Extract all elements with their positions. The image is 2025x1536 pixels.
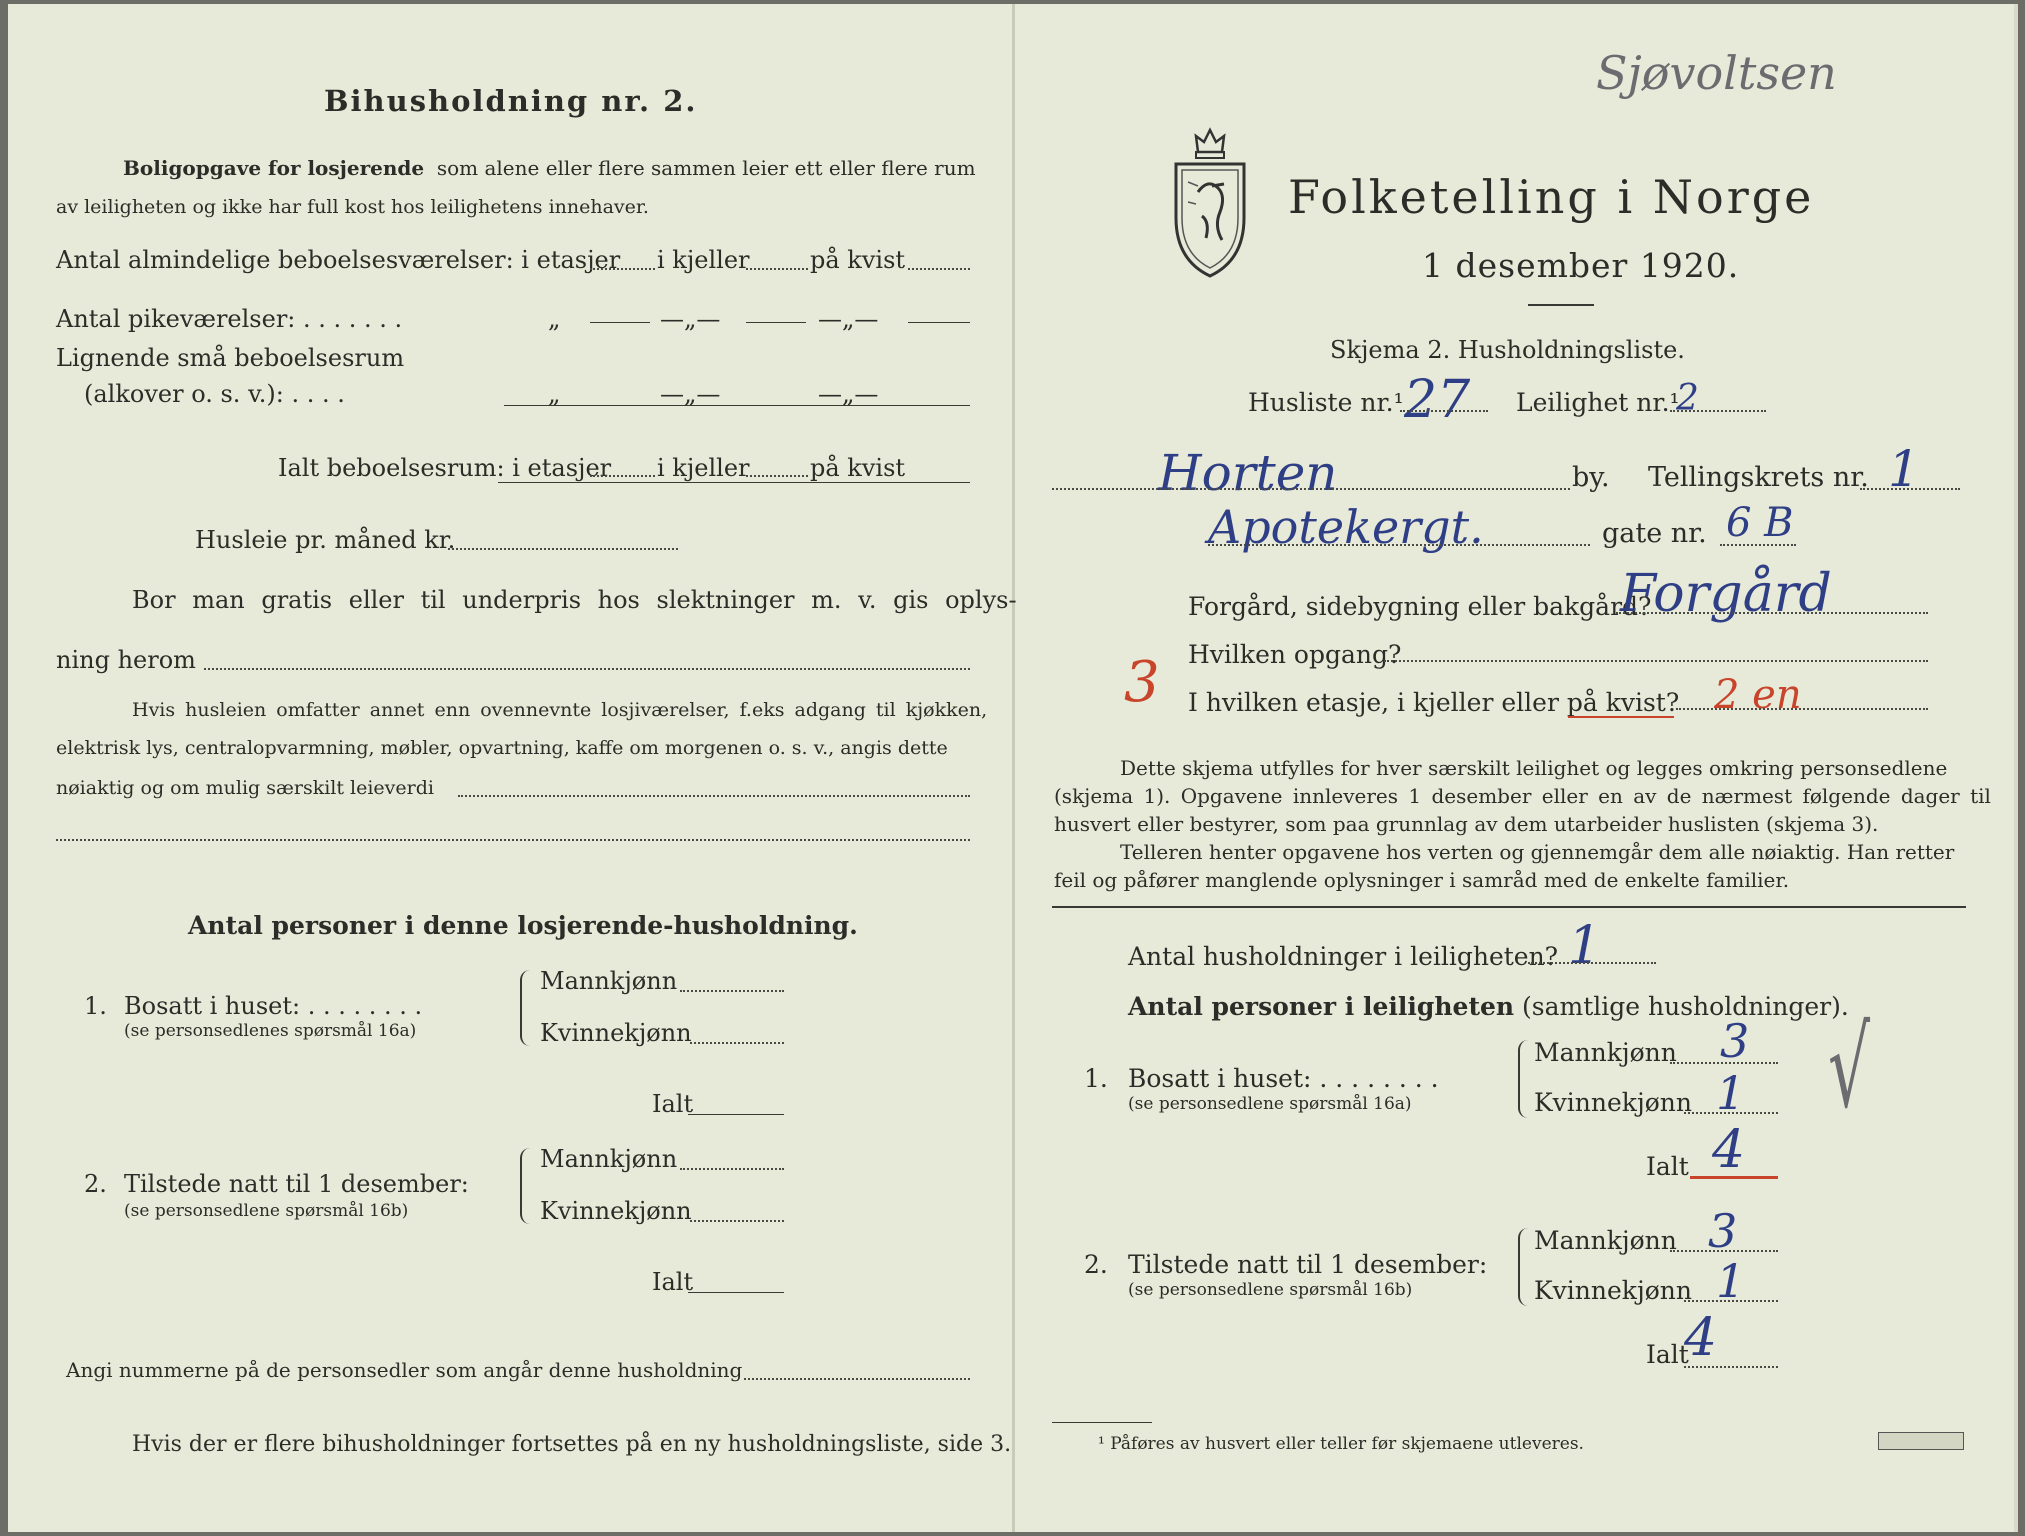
instructions-line-5: feil og påfører manglende oplysninger i samråd med de enkelte familier. [1054,868,1790,892]
gate-value: 6 B [1726,500,1794,546]
gate-field [1720,544,1796,546]
etasje-field [1676,708,1928,710]
small-rooms-label-2: (alkover o. s. v.): . . . . [84,380,345,408]
extra-line-2: elektrisk lys, centralopvarmning, møbler, opvartning, kaffe om morgenen o. s. v., angis dette [56,737,948,759]
left-q1-brace [520,970,534,1046]
pike-field-3 [908,322,970,323]
right-q1-kvinne-value: 1 [1716,1066,1746,1120]
rooms-kjeller-label: i kjeller [657,246,750,274]
top-handwritten-note: Sjøvoltsen [1596,46,1837,100]
norwegian-coat-of-arms-icon [1168,122,1252,282]
title-divider [1528,304,1594,306]
households-value: 1 [1568,916,1602,976]
left-footer: Hvis der er flere bihusholdninger fortsettes på en ny husholdningsliste, side 3. [132,1432,1012,1457]
etasje-value: 2 en [1714,672,1802,718]
opgang-label: Hvilken opgang? [1188,640,1402,669]
extra-line-3: nøiaktig og om mulig særskilt leieverdi [56,777,434,799]
right-q1-ialt-label: Ialt [1646,1152,1689,1181]
free-field [204,668,970,670]
gate-label: gate nr. [1602,518,1707,549]
right-q1-ialt-value: 4 [1712,1120,1746,1180]
tellingskrets-field [1860,488,1960,490]
left-q1-kvinne-field [690,1042,784,1044]
right-page-title: Folketelling i Norge [1288,170,1815,224]
right-q2-ialt-field [1684,1366,1778,1368]
total-rooms-underline [498,482,970,483]
small-ditto-3: —„— [818,380,879,408]
free-line-2: ning herom [56,646,196,674]
households-label: Antal husholdninger i leiligheten? [1128,942,1559,971]
street-value: Apotekergt. [1208,500,1484,554]
intro-bold: Boligopgave for losjerende [123,156,425,180]
extra-line-1: Hvis husleien omfatter annet enn ovennevnte losjiværelser, f.eks adgang til kjøkken, [132,699,988,721]
pike-ditto-3: —„— [818,305,879,333]
total-kvist-label: på kvist [810,454,906,482]
total-etasjer-field [590,475,655,477]
etasje-red-underline [1568,716,1674,718]
right-persons-heading-rest: (samtlige husholdninger). [1522,992,1849,1021]
by-value: Horten [1158,444,1338,502]
right-q1-label: Bosatt i huset: . . . . . . . . [1128,1064,1439,1093]
page-edge [2014,4,2018,1532]
numbers-label: Angi nummerne på de personsedler som angår denne husholdning [66,1358,743,1382]
left-q1-ialt-field [688,1114,784,1115]
opgang-field [1384,660,1928,662]
right-q2-brace [1518,1228,1532,1306]
leilighet-label: Leilighet nr.¹ [1516,388,1680,417]
left-q2-brace [520,1148,534,1224]
instructions-line-4: Telleren henter opgavene hos verten og gjennemgår dem alle nøiaktig. Han retter [1120,840,1955,864]
left-q1-sub: (se personsedlenes spørsmål 16a) [124,1021,417,1041]
extra-field [458,795,970,797]
right-q1-mann-field [1670,1062,1778,1064]
total-kjeller-field [746,475,808,477]
intro-rest: som alene eller flere sammen leier ett eller flere rum [436,156,976,180]
total-kjeller-label: i kjeller [657,454,750,482]
rooms-label: Antal almindelige beboelsesværelser: i etasjer [56,246,621,274]
check-tick-mark: √ [1828,1004,1871,1132]
forgard-field [1616,612,1928,614]
right-q1-num: 1. [1084,1064,1108,1093]
left-q2-kvinne-field [690,1220,784,1222]
right-q2-kvinne-label: Kvinnekjønn [1534,1276,1692,1305]
rooms-kjeller-field [746,268,808,270]
small-ditto-2: —„— [660,380,721,408]
rooms-kvist-label: på kvist [810,246,906,274]
pike-ditto-2: —„— [660,305,721,333]
left-q2-mann-label: Mannkjønn [540,1145,678,1173]
census-form-sheet [8,4,2018,1532]
footnote: ¹ Påføres av husvert eller teller før skjemaene utleveres. [1098,1434,1584,1454]
by-label: by. [1572,462,1610,493]
schema-label: Skjema 2. Husholdningsliste. [1330,336,1685,364]
pike-ditto-1: „ [548,305,561,333]
rooms-etasjer-field [590,268,655,270]
left-q2-label: Tilstede natt til 1 desember: [124,1170,469,1198]
small-rooms-field [504,405,970,406]
left-q1-mann-label: Mannkjønn [540,967,678,995]
right-q1-mann-label: Mannkjønn [1534,1038,1677,1067]
husliste-field [1400,410,1488,412]
leilighet-field [1670,410,1766,412]
husliste-value: 27 [1404,370,1471,430]
right-q2-mann-label: Mannkjønn [1534,1226,1677,1255]
left-q2-num: 2. [84,1170,107,1198]
left-q2-ialt-label: Ialt [652,1268,694,1296]
rent-label: Husleie pr. måned kr. [195,526,456,554]
instructions-line-2: (skjema 1). Opgavene innleveres 1 desember eller en av de nærmest følgende dager til [1054,784,1991,808]
etasje-label: I hvilken etasje, i kjeller eller på kvist? [1188,688,1680,717]
left-persons-heading: Antal personer i denne losjerende-husholdning. [188,911,858,940]
intro-line-2: av leiligheten og ikke har full kost hos leilighetens innehaver. [56,196,649,218]
tellingskrets-value: 1 [1888,440,1920,498]
right-q2-sub: (se personsedlene spørsmål 16b) [1128,1280,1413,1300]
forgard-label: Forgård, sidebygning eller bakgård? [1188,592,1652,621]
rooms-kvist-field [908,268,970,270]
small-rooms-label-1: Lignende små beboelsesrum [56,344,405,372]
right-q2-kvinne-field [1684,1300,1778,1302]
total-rooms-label: Ialt beboelsesrum: i etasjer [278,454,612,482]
left-q1-label: Bosatt i huset: . . . . . . . . [124,992,423,1020]
intro-line-1 [123,156,976,180]
right-q1-brace [1518,1040,1532,1118]
right-q1-sub: (se personsedlene spørsmål 16a) [1128,1094,1412,1114]
extra-field-2 [56,839,970,841]
pike-field-1 [590,322,650,323]
rent-field [448,548,678,550]
right-q2-kvinne-value: 1 [1716,1254,1746,1308]
leilighet-value: 2 [1676,378,1699,419]
left-q1-kvinne-label: Kvinnekjønn [540,1019,692,1047]
left-q1-mann-field [680,990,784,992]
left-q2-mann-field [680,1168,784,1170]
right-q2-ialt-value: 4 [1684,1308,1718,1368]
right-q2-ialt-label: Ialt [1646,1340,1689,1369]
pike-field-2 [746,322,806,323]
right-q1-ialt-field [1690,1176,1778,1179]
instructions-divider [1052,906,1966,908]
margin-mark: 3 [1124,650,1160,715]
page-fold [1012,4,1015,1532]
left-page-title: Bihusholdning nr. 2. [324,84,698,118]
free-line-1: Bor man gratis eller til underpris hos slektninger m. v. gis oplys- [132,586,1017,614]
right-persons-heading-bold: Antal personer i leiligheten [1128,992,1515,1021]
printer-stamp [1878,1432,1964,1450]
right-q2-mann-field [1670,1250,1778,1252]
right-q1-kvinne-label: Kvinnekjønn [1534,1088,1692,1117]
right-q2-label: Tilstede natt til 1 desember: [1128,1250,1488,1279]
households-field [1528,962,1656,964]
numbers-field [744,1378,970,1380]
instructions-line-3: husvert eller bestyrer, som paa grunnlag av dem utarbeider huslisten (skjema 3). [1054,812,1879,836]
tellingskrets-label: Tellingskrets nr. [1648,462,1869,493]
right-q2-mann-value: 3 [1708,1204,1738,1258]
left-q2-sub: (se personsedlene spørsmål 16b) [124,1201,409,1221]
by-field [1052,488,1570,490]
right-q1-kvinne-field [1684,1112,1778,1114]
right-q2-num: 2. [1084,1250,1108,1279]
footnote-divider [1052,1422,1152,1423]
left-q2-ialt-field [688,1292,784,1293]
left-q2-kvinne-label: Kvinnekjønn [540,1197,692,1225]
instructions-line-1: Dette skjema utfylles for hver særskilt leilighet og legges omkring personsedlene [1120,756,1948,780]
left-q1-num: 1. [84,992,107,1020]
small-ditto-1: „ [548,380,561,408]
husliste-label: Husliste nr.¹ [1248,388,1404,417]
street-field [1208,544,1590,546]
forgard-value: Forgård [1620,564,1832,624]
pike-label: Antal pikeværelser: . . . . . . . [56,305,403,333]
left-q1-ialt-label: Ialt [652,1090,694,1118]
census-date: 1 desember 1920. [1422,246,1740,285]
right-q1-mann-value: 3 [1720,1014,1750,1068]
